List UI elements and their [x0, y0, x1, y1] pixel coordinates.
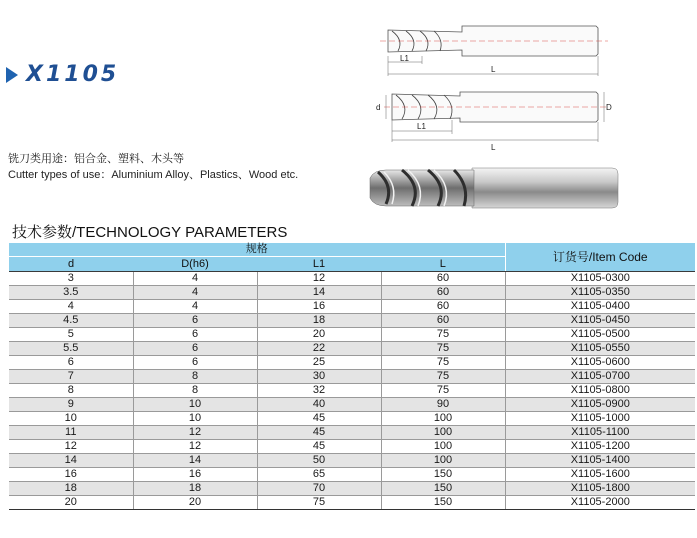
cell-d: 10 — [9, 412, 133, 426]
cell-D: 4 — [133, 272, 257, 286]
cell-D: 8 — [133, 384, 257, 398]
cell-L1: 32 — [257, 384, 381, 398]
cell-d: 12 — [9, 440, 133, 454]
table-row — [9, 440, 695, 454]
column-header-d: d — [9, 257, 133, 272]
cell-d: 20 — [9, 496, 133, 510]
cell-item-code: X1105-0500 — [505, 328, 695, 342]
usage-text-en: Cutter types of use：Aluminium Alloy、Plastics、Wood etc. — [8, 169, 299, 181]
dim-d-large: D — [606, 103, 612, 112]
cell-L: 100 — [381, 426, 505, 440]
cell-L: 100 — [381, 454, 505, 468]
spec-group-header: 规格 — [9, 243, 505, 257]
cell-item-code: X1105-1200 — [505, 440, 695, 454]
cell-d: 5 — [9, 328, 133, 342]
parameters-table — [9, 243, 695, 510]
cell-item-code: X1105-1800 — [505, 482, 695, 496]
technical-drawing — [370, 18, 620, 158]
cell-L1: 22 — [257, 342, 381, 356]
cell-d: 5.5 — [9, 342, 133, 356]
cell-L: 75 — [381, 342, 505, 356]
cell-L1: 14 — [257, 286, 381, 300]
table-row — [9, 342, 695, 356]
dim-l1-bottom: L1 — [417, 122, 426, 131]
cell-D: 6 — [133, 342, 257, 356]
cell-L: 75 — [381, 356, 505, 370]
cell-d: 9 — [9, 398, 133, 412]
cell-D: 6 — [133, 314, 257, 328]
cell-L: 150 — [381, 482, 505, 496]
cell-item-code: X1105-0800 — [505, 384, 695, 398]
cell-D: 18 — [133, 482, 257, 496]
cell-item-code: X1105-1600 — [505, 468, 695, 482]
section-title: 技术参数/TECHNOLOGY PARAMETERS — [12, 224, 288, 241]
cell-L: 100 — [381, 412, 505, 426]
drawing-top — [380, 26, 608, 76]
column-header-D: D(h6) — [133, 257, 257, 272]
cell-L: 100 — [381, 440, 505, 454]
cell-D: 6 — [133, 356, 257, 370]
table-row — [9, 426, 695, 440]
cell-L1: 30 — [257, 370, 381, 384]
cell-item-code: X1105-0450 — [505, 314, 695, 328]
cell-item-code: X1105-0300 — [505, 272, 695, 286]
cell-L1: 65 — [257, 468, 381, 482]
cell-d: 18 — [9, 482, 133, 496]
cell-item-code: X1105-1000 — [505, 412, 695, 426]
table-body — [9, 272, 695, 510]
cell-d: 11 — [9, 426, 133, 440]
table-row — [9, 468, 695, 482]
cell-item-code: X1105-2000 — [505, 496, 695, 510]
dim-l-bottom: L — [491, 143, 496, 152]
cell-L: 60 — [381, 286, 505, 300]
cell-L1: 25 — [257, 356, 381, 370]
cell-L: 75 — [381, 370, 505, 384]
cell-L: 150 — [381, 496, 505, 510]
dim-d-small: d — [376, 103, 381, 112]
column-header-L1: L1 — [257, 257, 381, 272]
cell-L: 60 — [381, 314, 505, 328]
cell-L: 60 — [381, 272, 505, 286]
cell-D: 10 — [133, 412, 257, 426]
cell-D: 16 — [133, 468, 257, 482]
table-row — [9, 398, 695, 412]
usage-text-cn: 铣刀类用途：铝合金、塑料、木头等 — [8, 153, 184, 165]
cell-d: 16 — [9, 468, 133, 482]
model-heading — [6, 62, 119, 87]
cell-D: 14 — [133, 454, 257, 468]
cell-d: 3 — [9, 272, 133, 286]
cell-L: 60 — [381, 300, 505, 314]
table-row — [9, 328, 695, 342]
cell-L1: 16 — [257, 300, 381, 314]
cell-L: 75 — [381, 384, 505, 398]
table-row — [9, 482, 695, 496]
dim-l1-top: L1 — [400, 54, 409, 63]
cell-item-code: X1105-0900 — [505, 398, 695, 412]
cell-L1: 50 — [257, 454, 381, 468]
cell-d: 3.5 — [9, 286, 133, 300]
cell-D: 20 — [133, 496, 257, 510]
cell-D: 12 — [133, 426, 257, 440]
cell-d: 8 — [9, 384, 133, 398]
cell-item-code: X1105-0700 — [505, 370, 695, 384]
table-row — [9, 300, 695, 314]
cell-L1: 40 — [257, 398, 381, 412]
cell-item-code: X1105-1400 — [505, 454, 695, 468]
cell-D: 10 — [133, 398, 257, 412]
cell-L1: 18 — [257, 314, 381, 328]
cell-item-code: X1105-0350 — [505, 286, 695, 300]
cell-D: 4 — [133, 286, 257, 300]
cell-item-code: X1105-1100 — [505, 426, 695, 440]
cell-item-code: X1105-0400 — [505, 300, 695, 314]
item-code-header: 订货号/Item Code — [505, 243, 695, 272]
cell-d: 14 — [9, 454, 133, 468]
cell-item-code: X1105-0550 — [505, 342, 695, 356]
table-row — [9, 384, 695, 398]
cell-L1: 45 — [257, 426, 381, 440]
cell-L: 90 — [381, 398, 505, 412]
end-mill-photo — [364, 160, 624, 218]
model-title: X1105 — [26, 62, 120, 87]
cell-L1: 20 — [257, 328, 381, 342]
cell-d: 4.5 — [9, 314, 133, 328]
cell-D: 12 — [133, 440, 257, 454]
triangle-marker-icon — [6, 67, 18, 83]
table-row — [9, 314, 695, 328]
table-row — [9, 496, 695, 510]
cell-D: 4 — [133, 300, 257, 314]
cell-L1: 45 — [257, 440, 381, 454]
cell-d: 4 — [9, 300, 133, 314]
cell-L: 150 — [381, 468, 505, 482]
cell-L: 75 — [381, 328, 505, 342]
drawing-bottom — [376, 92, 612, 152]
table-row — [9, 356, 695, 370]
table-row — [9, 272, 695, 286]
dim-l-top: L — [491, 65, 496, 74]
cell-d: 7 — [9, 370, 133, 384]
cell-L1: 75 — [257, 496, 381, 510]
table-row — [9, 454, 695, 468]
cell-d: 6 — [9, 356, 133, 370]
table-row — [9, 412, 695, 426]
column-header-L: L — [381, 257, 505, 272]
cell-L1: 70 — [257, 482, 381, 496]
cell-D: 8 — [133, 370, 257, 384]
cell-D: 6 — [133, 328, 257, 342]
cell-L1: 12 — [257, 272, 381, 286]
cell-item-code: X1105-0600 — [505, 356, 695, 370]
cell-L1: 45 — [257, 412, 381, 426]
table-row — [9, 286, 695, 300]
table-row — [9, 370, 695, 384]
